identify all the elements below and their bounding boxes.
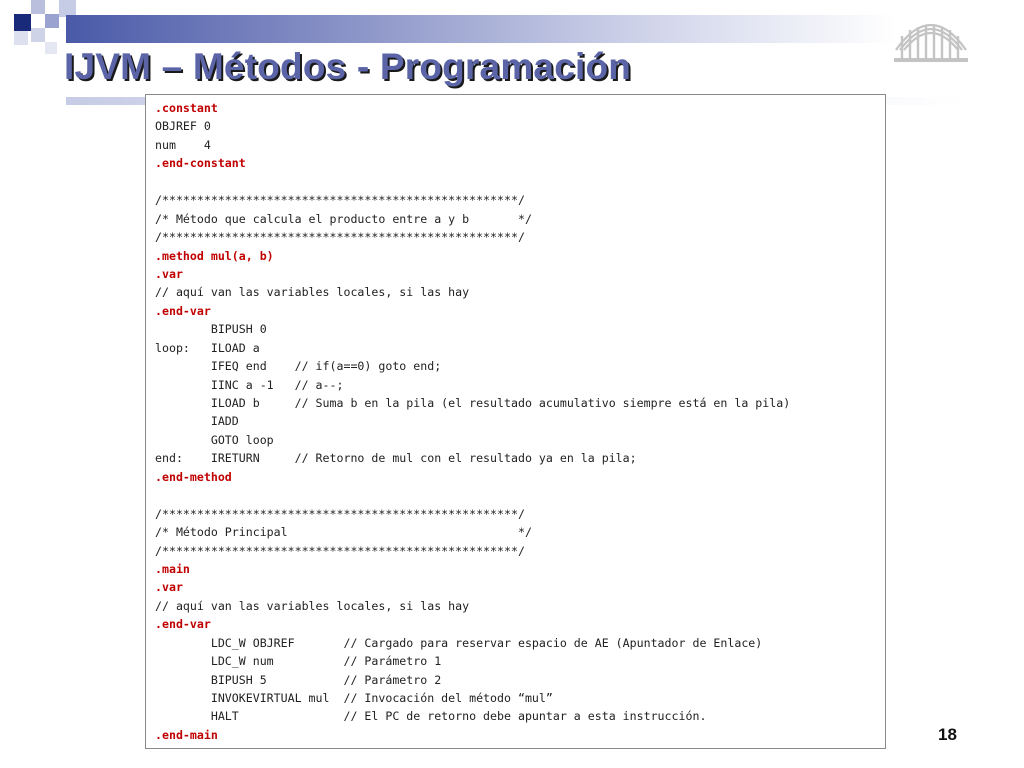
code-line: .var xyxy=(155,580,183,595)
code-line: /***************************************************/ xyxy=(155,506,525,521)
code-line: LDC_W OBJREF // Cargado para reservar espacio de AE (Apuntador de Enlace) xyxy=(155,635,763,650)
decor-square xyxy=(45,14,59,28)
decor-square xyxy=(14,14,31,31)
slide-title: IJVM – Métodos - Programación xyxy=(64,46,632,87)
code-line: LDC_W num // Parámetro 1 xyxy=(155,654,442,669)
code-line: /* Método Principal */ xyxy=(155,525,532,540)
university-building-logo xyxy=(890,6,972,64)
code-line: /***************************************************/ xyxy=(155,230,525,245)
code-line: .main xyxy=(155,561,190,576)
code-line: BIPUSH 0 xyxy=(155,322,267,337)
decor-square xyxy=(14,31,28,45)
code-line: // aquí van las variables locales, si las hay xyxy=(155,285,470,300)
code-line: /***************************************************/ xyxy=(155,543,525,558)
code-line: .method mul(a, b) xyxy=(155,248,274,263)
code-line: .end-var xyxy=(155,617,211,632)
code-line: end: IRETURN // Retorno de mul con el resultado ya en la pila; xyxy=(155,451,637,466)
code-line: IADD xyxy=(155,414,239,429)
code-line: ILOAD b // Suma b en la pila (el resultado acumulativo siempre está en la pila) xyxy=(155,396,791,410)
code-line: BIPUSH 5 // Parámetro 2 xyxy=(155,672,442,687)
code-line: /* Método que calcula el producto entre a y b */ xyxy=(155,211,532,226)
code-line: IINC a -1 // a--; xyxy=(155,377,344,392)
code-line: num 4 xyxy=(155,137,211,152)
code-line: .end-main xyxy=(155,727,218,742)
code-line: INVOKEVIRTUAL mul // Invocación del método “mul” xyxy=(155,691,553,705)
code-line: loop: ILOAD a xyxy=(155,340,260,355)
decor-square xyxy=(31,28,45,42)
code-line: HALT // El PC de retorno debe apuntar a esta instrucción. xyxy=(155,709,707,724)
code-line: GOTO loop xyxy=(155,432,274,447)
code-line: // aquí van las variables locales, si las hay xyxy=(155,598,470,613)
code-line: OBJREF 0 xyxy=(155,119,211,134)
code-line: .end-constant xyxy=(155,156,246,171)
page-number: 18 xyxy=(938,725,957,744)
code-line xyxy=(155,173,885,191)
code-line: /***************************************************/ xyxy=(155,193,525,208)
code-line: .var xyxy=(155,266,183,281)
header-gradient-band xyxy=(66,15,896,43)
decor-square xyxy=(45,42,57,54)
code-listing xyxy=(145,94,886,749)
decor-square xyxy=(31,0,45,14)
code-line: .constant xyxy=(155,101,218,115)
code-line: .end-method xyxy=(155,469,232,484)
code-line: IFEQ end // if(a==0) goto end; xyxy=(155,359,442,374)
code-line xyxy=(155,486,885,504)
code-line: .end-var xyxy=(155,303,211,318)
